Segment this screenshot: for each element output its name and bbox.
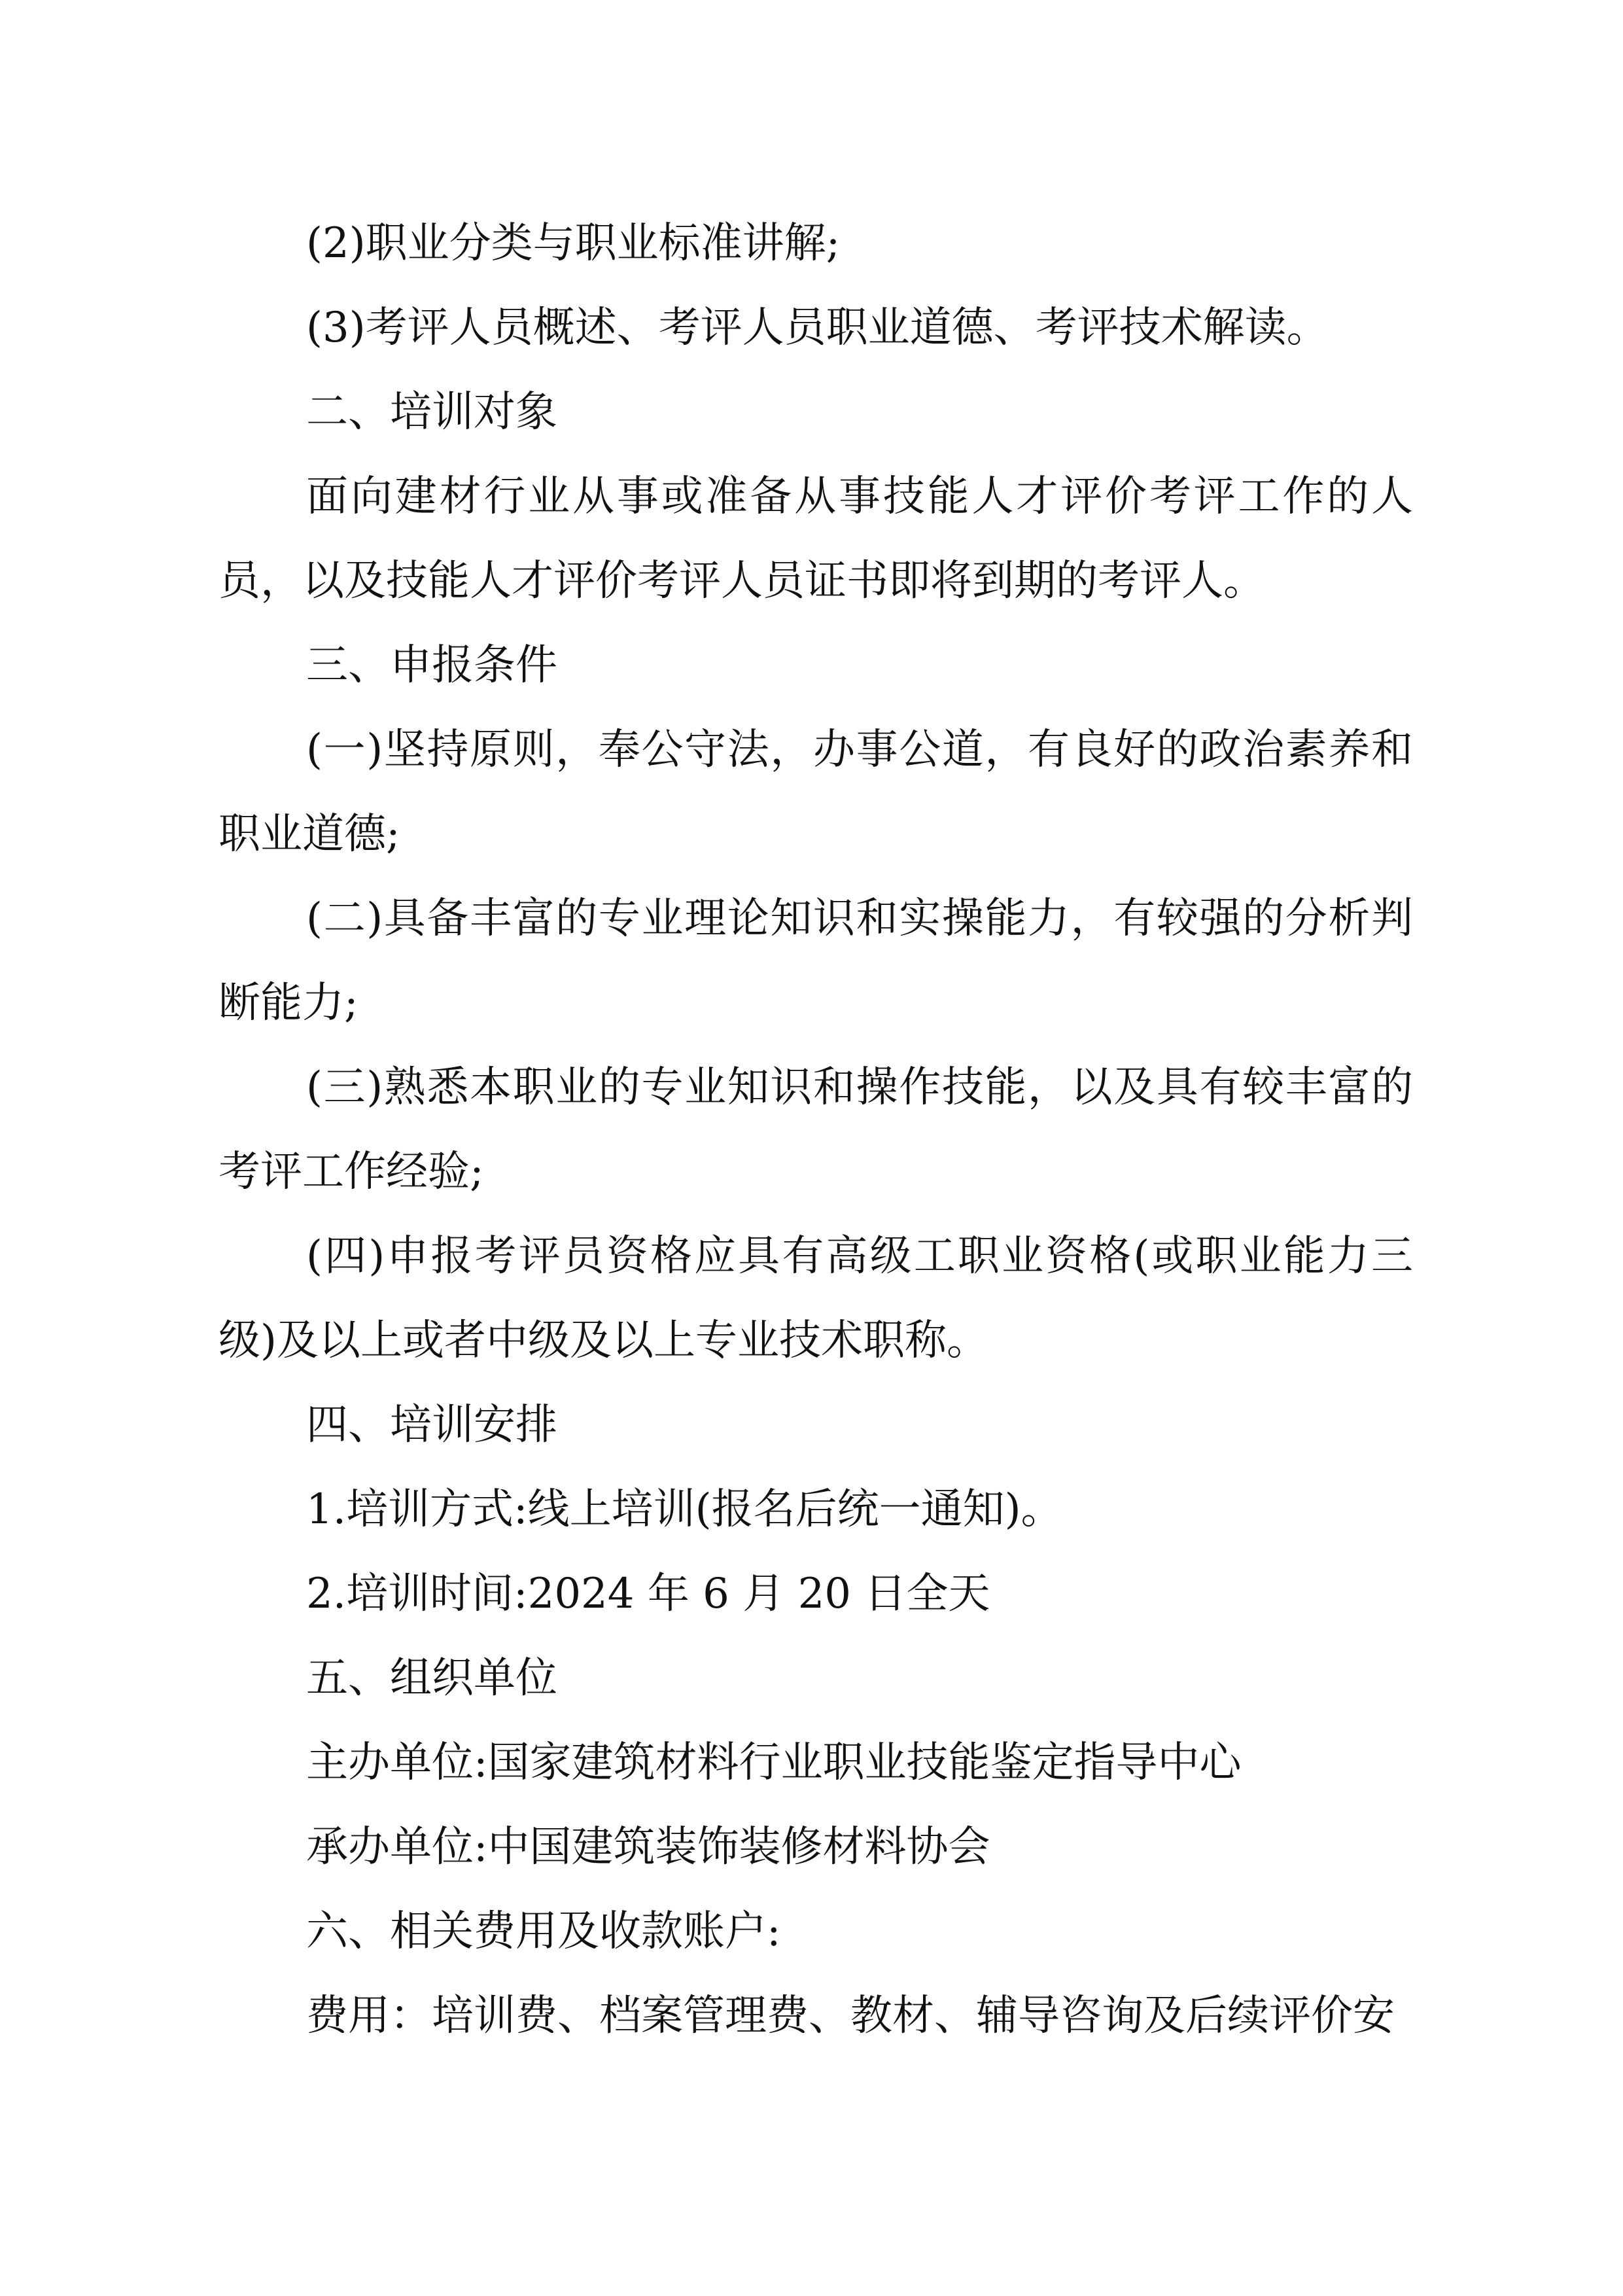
paragraph-fees: 费用：培训费、档案管理费、教材、辅导咨询及后续评价安: [306, 1992, 1395, 2040]
section-heading-organizers: 五、组织单位: [306, 1654, 557, 1703]
paragraph-condition-1: (一)坚持原则，奉公守法，办事公道，有良好的政治素养和职业道德;: [218, 726, 1413, 858]
paragraph-co-organizer: 承办单位:中国建筑装饰装修材料协会: [306, 1823, 990, 1871]
paragraph-training-time: 2.培训时间:2024 年 6 月 20 日全天: [306, 1570, 990, 1618]
paragraph-condition-2: (二)具备丰富的专业理论知识和实操能力，有较强的分析判断能力;: [218, 894, 1413, 1027]
document-body: [218, 202, 1413, 2058]
paragraph-course-item-2: (2)职业分类与职业标准讲解;: [306, 219, 841, 268]
paragraph-host-organizer: 主办单位:国家建筑材料行业职业技能鉴定指导中心: [306, 1739, 1242, 1787]
paragraph-course-item-3: (3)考评人员概述、考评人员职业道德、考评技术解读。: [306, 304, 1329, 352]
paragraph-training-target: 面向建材行业从事或准备从事技能人才评价考评工作的人员，以及技能人才评价考评人员证书即将到期的考评人。: [218, 472, 1413, 605]
paragraph-condition-4: (四)申报考评员资格应具有高级工职业资格(或职业能力三级)及以上或者中级及以上专业技术职称。: [218, 1232, 1413, 1365]
section-heading-training-arrangement: 四、培训安排: [306, 1401, 557, 1449]
paragraph-condition-3: (三)熟悉本职业的专业知识和操作技能，以及具有较丰富的考评工作经验;: [218, 1063, 1413, 1196]
section-heading-training-target: 二、培训对象: [306, 388, 557, 436]
section-heading-fees-account: 六、相关费用及收款账户:: [306, 1907, 781, 1956]
paragraph-training-method: 1.培训方式:线上培训(报名后统一通知)。: [306, 1485, 1063, 1534]
section-heading-application-conditions: 三、申报条件: [306, 641, 557, 690]
